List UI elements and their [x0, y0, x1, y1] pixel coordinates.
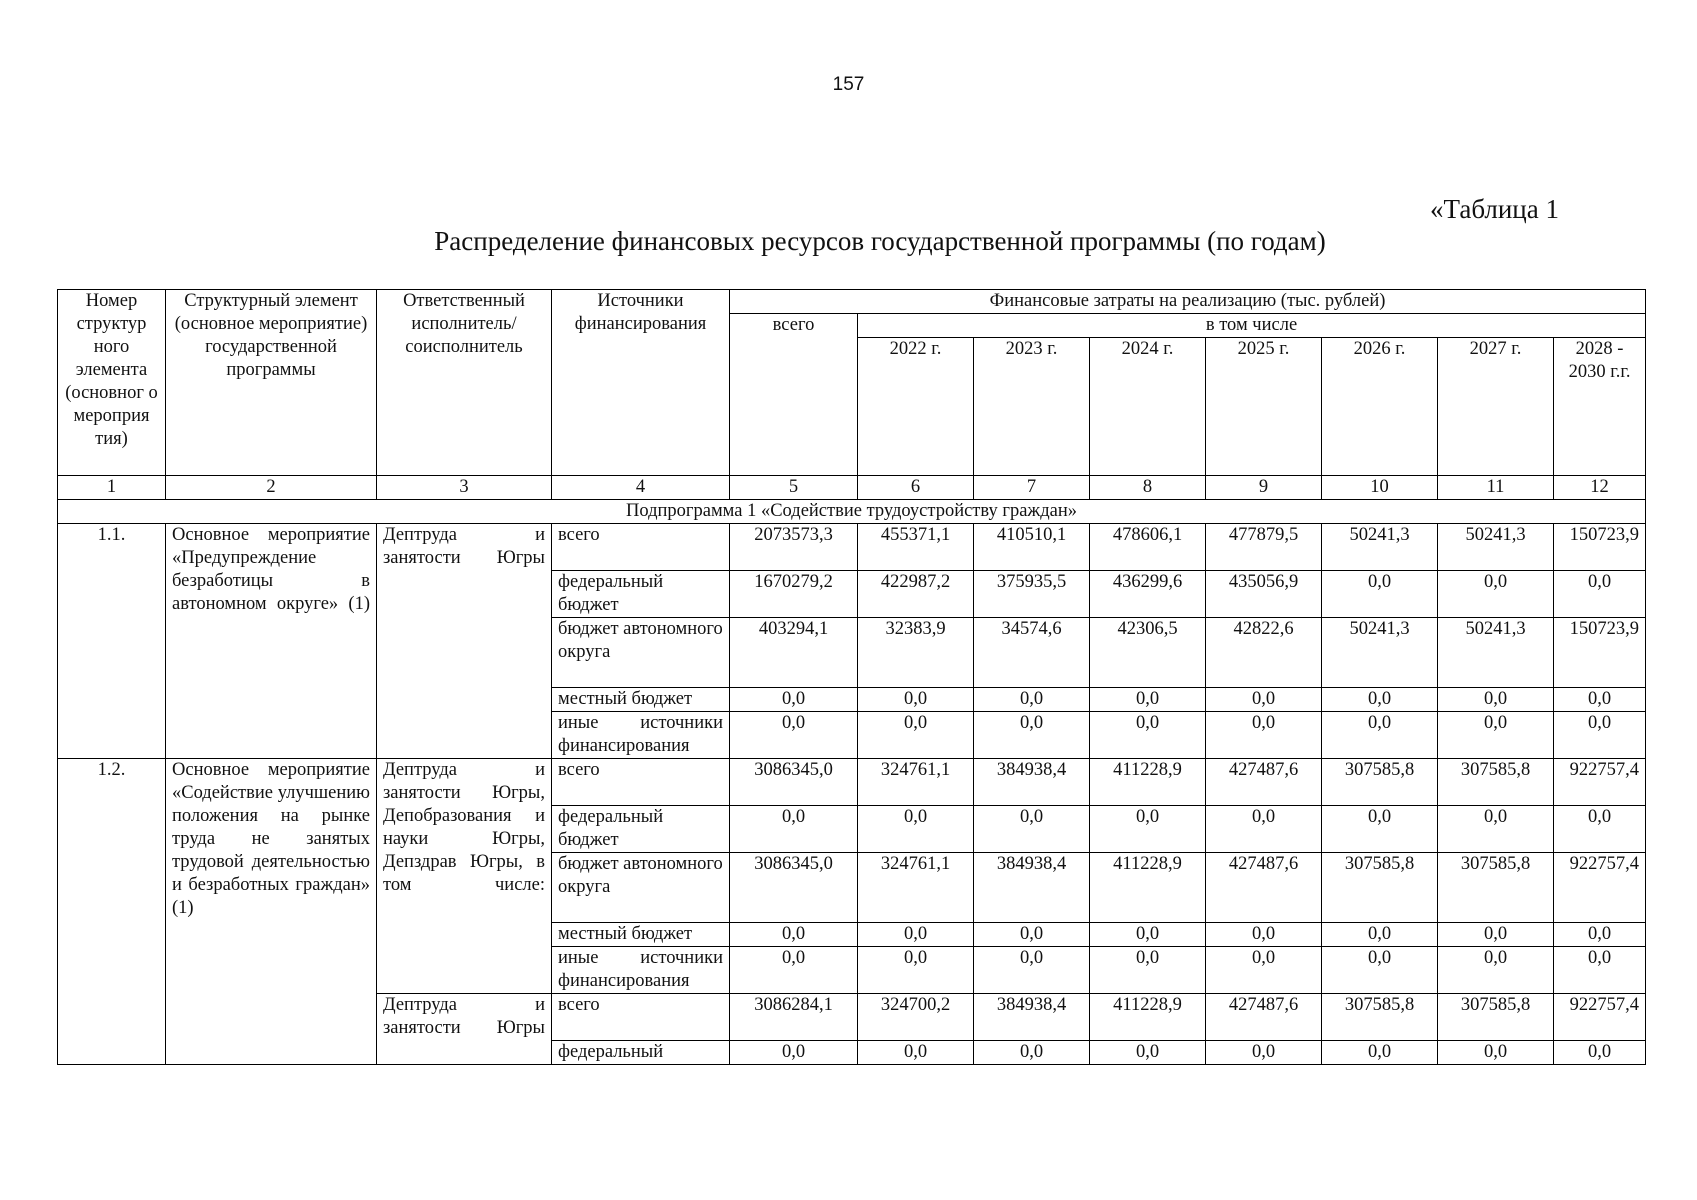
value-cell: 455371,1 — [858, 524, 974, 571]
item-executor: Дептруда и занятости Югры, Депобразования и науки Югры, Депздрав Югры, в том числе: — [377, 759, 552, 994]
value-cell: 922757,4 — [1554, 994, 1646, 1041]
value-cell: 324761,1 — [858, 759, 974, 806]
value-cell: 0,0 — [858, 806, 974, 853]
value-cell: 410510,1 — [974, 524, 1090, 571]
value-cell: 0,0 — [1322, 688, 1438, 712]
value-cell: 0,0 — [1090, 688, 1206, 712]
value-cell: 0,0 — [974, 1041, 1090, 1065]
value-cell: 375935,5 — [974, 571, 1090, 618]
column-number: 1 — [58, 476, 166, 500]
value-cell: 0,0 — [974, 806, 1090, 853]
value-cell: 478606,1 — [1090, 524, 1206, 571]
value-cell: 0,0 — [1090, 923, 1206, 947]
value-cell: 0,0 — [1554, 1041, 1646, 1065]
table-label: «Таблица 1 — [1430, 194, 1559, 224]
source-federal: федеральный — [552, 1041, 730, 1065]
value-cell: 50241,3 — [1322, 618, 1438, 688]
value-cell: 422987,2 — [858, 571, 974, 618]
value-cell: 42306,5 — [1090, 618, 1206, 688]
header-total: всего — [730, 314, 858, 476]
value-cell: 435056,9 — [1206, 571, 1322, 618]
value-cell: 0,0 — [1554, 712, 1646, 759]
value-cell: 0,0 — [974, 923, 1090, 947]
column-number: 7 — [974, 476, 1090, 500]
value-cell: 0,0 — [1090, 712, 1206, 759]
value-cell: 32383,9 — [858, 618, 974, 688]
column-number: 5 — [730, 476, 858, 500]
item-executor: Дептруда и занятости Югры — [377, 524, 552, 759]
value-cell: 0,0 — [1090, 947, 1206, 994]
column-number: 2 — [166, 476, 377, 500]
value-cell: 0,0 — [1090, 806, 1206, 853]
value-cell: 50241,3 — [1322, 524, 1438, 571]
source-local: местный бюджет — [552, 688, 730, 712]
column-number: 8 — [1090, 476, 1206, 500]
value-cell: 307585,8 — [1438, 759, 1554, 806]
value-cell: 384938,4 — [974, 853, 1090, 923]
value-cell: 0,0 — [1554, 806, 1646, 853]
value-cell: 34574,6 — [974, 618, 1090, 688]
value-cell: 324761,1 — [858, 853, 974, 923]
item-name: Основное мероприятие «Предупреждение безработицы в автономном округе» (1) — [166, 524, 377, 759]
source-other: иные источники финансирования — [552, 712, 730, 759]
value-cell: 0,0 — [974, 947, 1090, 994]
value-cell: 0,0 — [730, 712, 858, 759]
item-sub-executor: Дептруда и занятости Югры — [377, 994, 552, 1065]
value-cell: 42822,6 — [1206, 618, 1322, 688]
value-cell: 0,0 — [1438, 688, 1554, 712]
value-cell: 307585,8 — [1322, 994, 1438, 1041]
value-cell: 0,0 — [858, 923, 974, 947]
value-cell: 384938,4 — [974, 994, 1090, 1041]
value-cell: 0,0 — [858, 1041, 974, 1065]
value-cell: 0,0 — [858, 688, 974, 712]
value-cell: 922757,4 — [1554, 759, 1646, 806]
value-cell: 0,0 — [1554, 571, 1646, 618]
header-year: 2025 г. — [1206, 338, 1322, 476]
table-row — [58, 524, 1646, 571]
column-number: 11 — [1438, 476, 1554, 500]
value-cell: 2073573,3 — [730, 524, 858, 571]
value-cell: 411228,9 — [1090, 994, 1206, 1041]
value-cell: 3086345,0 — [730, 853, 858, 923]
value-cell: 403294,1 — [730, 618, 858, 688]
page-number: 157 — [832, 74, 865, 95]
value-cell: 477879,5 — [1206, 524, 1322, 571]
value-cell: 0,0 — [1322, 947, 1438, 994]
value-cell: 0,0 — [730, 806, 858, 853]
value-cell: 0,0 — [730, 688, 858, 712]
value-cell: 0,0 — [730, 947, 858, 994]
value-cell: 427487,6 — [1206, 759, 1322, 806]
source-federal: федеральный бюджет — [552, 806, 730, 853]
value-cell: 50241,3 — [1438, 524, 1554, 571]
value-cell: 0,0 — [1554, 688, 1646, 712]
value-cell: 307585,8 — [1322, 853, 1438, 923]
value-cell: 0,0 — [1322, 712, 1438, 759]
value-cell: 150723,9 — [1554, 618, 1646, 688]
financial-resources-table — [57, 289, 1646, 1065]
value-cell: 411228,9 — [1090, 853, 1206, 923]
header-including: в том числе — [858, 314, 1646, 338]
value-cell: 0,0 — [1090, 1041, 1206, 1065]
value-cell: 0,0 — [1322, 571, 1438, 618]
source-total: всего — [552, 994, 730, 1041]
value-cell: 0,0 — [1438, 1041, 1554, 1065]
header-year: 2026 г. — [1322, 338, 1438, 476]
column-number: 9 — [1206, 476, 1322, 500]
source-regional: бюджет автономного округа — [552, 853, 730, 923]
value-cell: 0,0 — [1554, 923, 1646, 947]
value-cell: 0,0 — [1206, 712, 1322, 759]
value-cell: 0,0 — [1438, 923, 1554, 947]
value-cell: 0,0 — [1438, 571, 1554, 618]
value-cell: 0,0 — [858, 712, 974, 759]
table-row — [58, 759, 1646, 806]
header-year: 2023 г. — [974, 338, 1090, 476]
value-cell: 150723,9 — [1554, 524, 1646, 571]
column-number: 3 — [377, 476, 552, 500]
value-cell: 1670279,2 — [730, 571, 858, 618]
value-cell: 436299,6 — [1090, 571, 1206, 618]
value-cell: 0,0 — [1206, 806, 1322, 853]
value-cell: 0,0 — [1438, 806, 1554, 853]
value-cell: 0,0 — [1322, 1041, 1438, 1065]
header-year: 2028 - 2030 г.г. — [1554, 338, 1646, 476]
value-cell: 0,0 — [730, 1041, 858, 1065]
column-number: 6 — [858, 476, 974, 500]
source-federal: федеральный бюджет — [552, 571, 730, 618]
item-number: 1.1. — [58, 524, 166, 759]
value-cell: 324700,2 — [858, 994, 974, 1041]
value-cell: 922757,4 — [1554, 853, 1646, 923]
value-cell: 307585,8 — [1438, 853, 1554, 923]
header-structural-element-number: Номер структур ного элемента (основног о мероприя тия) — [58, 290, 166, 476]
value-cell: 0,0 — [974, 712, 1090, 759]
value-cell: 0,0 — [1206, 923, 1322, 947]
value-cell: 411228,9 — [1090, 759, 1206, 806]
document-title: Распределение финансовых ресурсов государственной программы (по годам) — [434, 226, 1326, 256]
source-total: всего — [552, 524, 730, 571]
value-cell: 0,0 — [1206, 1041, 1322, 1065]
item-name: Основное мероприятие «Содействие улучшению положения на рынке труда не занятых трудовой деятельностью и безработных граждан» (1) — [166, 759, 377, 1065]
source-total: всего — [552, 759, 730, 806]
source-regional: бюджет автономного округа — [552, 618, 730, 688]
value-cell: 0,0 — [1206, 688, 1322, 712]
value-cell: 0,0 — [1438, 712, 1554, 759]
column-number: 10 — [1322, 476, 1438, 500]
value-cell: 0,0 — [858, 947, 974, 994]
source-local: местный бюджет — [552, 923, 730, 947]
value-cell: 0,0 — [974, 688, 1090, 712]
header-funding-sources: Источники финансирования — [552, 290, 730, 476]
item-number: 1.2. — [58, 759, 166, 1065]
value-cell: 0,0 — [1438, 947, 1554, 994]
value-cell: 0,0 — [1554, 947, 1646, 994]
header-executor: Ответственный исполнитель/ соисполнитель — [377, 290, 552, 476]
source-other: иные источники финансирования — [552, 947, 730, 994]
column-number: 4 — [552, 476, 730, 500]
value-cell: 427487,6 — [1206, 853, 1322, 923]
value-cell: 0,0 — [1322, 923, 1438, 947]
value-cell: 3086345,0 — [730, 759, 858, 806]
header-year: 2027 г. — [1438, 338, 1554, 476]
value-cell: 0,0 — [1322, 806, 1438, 853]
value-cell: 307585,8 — [1322, 759, 1438, 806]
value-cell: 50241,3 — [1438, 618, 1554, 688]
header-financial-costs: Финансовые затраты на реализацию (тыс. рублей) — [730, 290, 1646, 314]
column-number: 12 — [1554, 476, 1646, 500]
header-year: 2024 г. — [1090, 338, 1206, 476]
value-cell: 427487,6 — [1206, 994, 1322, 1041]
header-year: 2022 г. — [858, 338, 974, 476]
subprogram-title: Подпрограмма 1 «Содействие трудоустройству граждан» — [58, 500, 1646, 524]
value-cell: 307585,8 — [1438, 994, 1554, 1041]
value-cell: 0,0 — [730, 923, 858, 947]
value-cell: 0,0 — [1206, 947, 1322, 994]
value-cell: 3086284,1 — [730, 994, 858, 1041]
value-cell: 384938,4 — [974, 759, 1090, 806]
header-structural-element: Структурный элемент (основное мероприятие) государственной программы — [166, 290, 377, 476]
